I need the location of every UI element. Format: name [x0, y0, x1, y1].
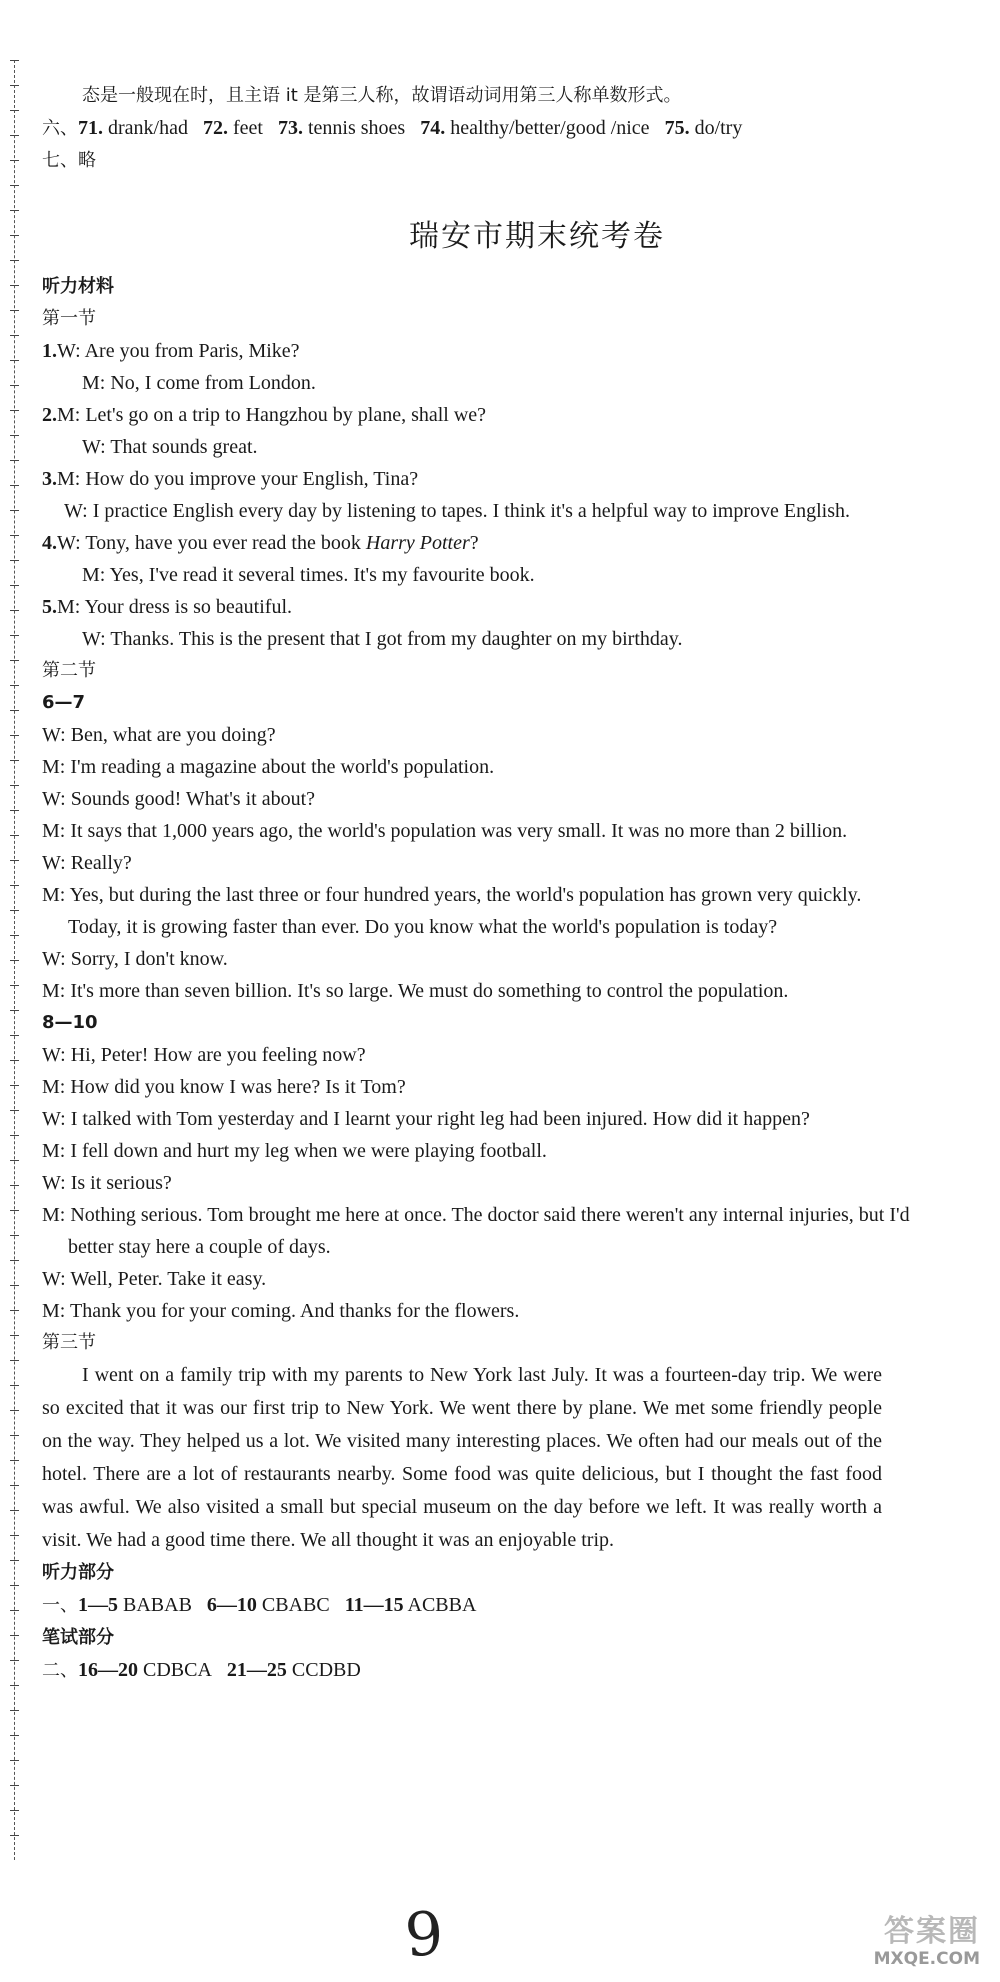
- dialog-line: M: It's more than seven billion. It's so large. We must do something to control the population.: [42, 980, 789, 1002]
- binding-tick: [10, 410, 19, 411]
- binding-tick: [10, 1560, 19, 1561]
- answer-range: 6—10: [206, 1594, 257, 1616]
- answers-prefix: 一、: [42, 1595, 78, 1616]
- binding-tick: [10, 910, 19, 911]
- binding-tick: [10, 1185, 19, 1186]
- dialog-line: W: That sounds great.: [82, 436, 258, 458]
- binding-tick: [10, 1785, 19, 1786]
- dialog-line: M: It says that 1,000 years ago, the world's population was very small. It was no more than 2 billion.: [42, 820, 848, 842]
- dialog-5: [42, 591, 962, 655]
- answer-range: 21—25: [226, 1659, 287, 1681]
- question-mark: ?: [469, 532, 479, 554]
- binding-tick: [10, 860, 19, 861]
- binding-tick: [10, 1635, 19, 1636]
- dialog-3: [42, 463, 962, 527]
- group-8-10-label: 8—10: [42, 1012, 98, 1033]
- dialog-line: W: I practice English every day by listening to tapes. I think it's a helpful way to improve English.: [64, 500, 851, 522]
- written-answers-heading: 笔试部分: [42, 1627, 114, 1648]
- listening-material-heading: 听力材料: [42, 276, 114, 297]
- binding-tick: [10, 960, 19, 961]
- binding-tick: [10, 985, 19, 986]
- binding-tick: [10, 1135, 19, 1136]
- binding-tick: [10, 285, 19, 286]
- binding-tick: [10, 135, 19, 136]
- binding-tick: [10, 1160, 19, 1161]
- dialog-line: M: Your dress is so beautiful.: [57, 596, 293, 618]
- dialog-1: [42, 335, 962, 399]
- binding-tick: [10, 510, 19, 511]
- binding-tick: [10, 1385, 19, 1386]
- binding-tick: [10, 935, 19, 936]
- answer-text: do/try: [689, 117, 743, 139]
- dialog-line: W: I talked with Tom yesterday and I learnt your right leg had been injured. How did it happen?: [42, 1108, 810, 1130]
- binding-tick: [10, 1085, 19, 1086]
- binding-tick: [10, 360, 19, 361]
- watermark-logo: 答案圈: [884, 1914, 980, 1949]
- binding-tick: [10, 60, 19, 61]
- binding-tick: [10, 810, 19, 811]
- dialog-line: W: Well, Peter. Take it easy.: [42, 1268, 267, 1290]
- binding-tick: [10, 1235, 19, 1236]
- dialog-line: W: Tony, have you ever read the book: [57, 532, 366, 554]
- binding-tick: [10, 760, 19, 761]
- dialog-line: M: How do you improve your English, Tina?: [57, 468, 419, 490]
- book-title: Harry Potter: [365, 532, 470, 554]
- answer-letters: CBABC: [256, 1594, 330, 1616]
- binding-tick: [10, 335, 19, 336]
- dialog-number: 5.: [42, 596, 57, 618]
- binding-tick: [10, 885, 19, 886]
- part-3-heading: 第三节: [42, 1332, 96, 1353]
- binding-tick: [10, 535, 19, 536]
- page-title: 瑞安市期末统考卷: [409, 219, 665, 254]
- binding-tick: [10, 1510, 19, 1511]
- binding-tick: [10, 1260, 19, 1261]
- binding-tick: [10, 1535, 19, 1536]
- answer-range: 1—5: [78, 1594, 118, 1616]
- answer-text: feet: [227, 117, 263, 139]
- listening-answers-heading: 听力部分: [42, 1562, 114, 1583]
- answer-text: healthy/better/good /nice: [445, 117, 650, 139]
- answer-letters: BABAB: [118, 1594, 192, 1616]
- binding-tick: [10, 1835, 19, 1836]
- dialog-6-7: [42, 719, 962, 1007]
- binding-tick: [10, 1210, 19, 1211]
- binding-tick: [10, 185, 19, 186]
- dialog-line: M: Thank you for your coming. And thanks for the flowers.: [42, 1300, 520, 1322]
- dialog-line: W: Hi, Peter! How are you feeling now?: [42, 1044, 366, 1066]
- binding-tick: [10, 1660, 19, 1661]
- answer-text: drank/had: [103, 117, 188, 139]
- binding-tick: [10, 710, 19, 711]
- dialog-line: M: How did you know I was here? Is it Tom?: [42, 1076, 406, 1098]
- watermark-url: MXQE.COM: [873, 1949, 980, 1969]
- dialog-line: W: Is it serious?: [42, 1172, 172, 1194]
- binding-tick: [10, 1310, 19, 1311]
- dialog-line: W: Thanks. This is the present that I got from my daughter on my birthday.: [82, 628, 683, 650]
- answer-letters: CDBCA: [138, 1659, 212, 1681]
- dialog-line: W: Really?: [42, 852, 132, 874]
- binding-tick: [10, 1760, 19, 1761]
- dialog-line: W: Sounds good! What's it about?: [42, 788, 316, 810]
- binding-tick: [10, 610, 19, 611]
- binding-tick: [10, 210, 19, 211]
- top-note: 态是一般现在时，且主语 it 是第三人称，故谓语动词用第三人称单数形式。: [82, 85, 682, 106]
- binding-tick: [10, 1060, 19, 1061]
- binding-tick: [10, 635, 19, 636]
- binding-tick: [10, 560, 19, 561]
- part-3-passage: I went on a family trip with my parents to New York last July. It was a fourteen-day trip. We were so excited that it was our first trip to New York. We went there by plane. We met some friendly people on the way. They helped us a lot. We visited many interesting places. We often had our meals out of the hotel. There are a lot of restaurants nearby. Some food was quite delicious, but I thought the fast food was awful. We also visited a small but special museum on the day before we left. It was really worth a visit. We had a good time there. We all thought it was an enjoyable trip.: [42, 1364, 882, 1551]
- answer-num: 73.: [277, 117, 303, 139]
- answer-num: 75.: [664, 117, 690, 139]
- binding-tick: [10, 735, 19, 736]
- dialog-line: M: I fell down and hurt my leg when we were playing football.: [42, 1140, 547, 1162]
- section-6-prefix: 六、: [42, 118, 78, 139]
- binding-tick: [10, 485, 19, 486]
- section-6-answers: [42, 112, 962, 145]
- binding-tick: [10, 160, 19, 161]
- dialog-line: M: Yes, but during the last three or four hundred years, the world's population has grown very quickly. Today, it is growing faster than ever. Do you know what the world's population is today?: [42, 884, 862, 938]
- binding-tick: [10, 1110, 19, 1111]
- binding-tick: [10, 1410, 19, 1411]
- answer-num: 71.: [78, 117, 103, 139]
- binding-tick: [10, 1010, 19, 1011]
- dialog-4: [42, 527, 962, 591]
- binding-tick: [10, 660, 19, 661]
- dialog-line: M: I'm reading a magazine about the world's population.: [42, 756, 495, 778]
- binding-tick: [10, 1710, 19, 1711]
- binding-tick: [10, 685, 19, 686]
- part-2-heading: 第二节: [42, 660, 96, 681]
- dialog-number: 2.: [42, 404, 57, 426]
- section-7: 七、略: [42, 150, 96, 171]
- dialog-number: 1.: [42, 340, 57, 362]
- dialog-line: M: Yes, I've read it several times. It's my favourite book.: [82, 564, 535, 586]
- listening-answers: [42, 1589, 962, 1622]
- binding-tick: [10, 385, 19, 386]
- binding-tick: [10, 460, 19, 461]
- binding-tick: [10, 1685, 19, 1686]
- answer-text: tennis shoes: [302, 117, 406, 139]
- binding-tick: [10, 110, 19, 111]
- binding-margin: [14, 60, 27, 1860]
- answer-num: 74.: [420, 117, 446, 139]
- binding-tick: [10, 1285, 19, 1286]
- binding-tick: [10, 435, 19, 436]
- answer-range: 11—15: [344, 1594, 404, 1616]
- binding-tick: [10, 785, 19, 786]
- dialog-2: [42, 399, 962, 463]
- dialog-line: M: Let's go on a trip to Hangzhou by plane, shall we?: [57, 404, 487, 426]
- binding-tick: [10, 585, 19, 586]
- dialog-line: M: Nothing serious. Tom brought me here at once. The doctor said there weren't any internal injuries, but I'd better stay here a couple of days.: [42, 1204, 910, 1258]
- binding-tick: [10, 1735, 19, 1736]
- dialog-number: 3.: [42, 468, 57, 490]
- binding-tick: [10, 1335, 19, 1336]
- watermark: [810, 1915, 980, 1975]
- binding-tick: [10, 1485, 19, 1486]
- handwritten-page-number: 9: [402, 1898, 446, 1972]
- part-1-heading: 第一节: [42, 308, 96, 329]
- answer-num: 72.: [202, 117, 228, 139]
- answer-letters: CCDBD: [286, 1659, 361, 1681]
- binding-tick: [10, 1435, 19, 1436]
- answer-page: [42, 80, 962, 1687]
- dialog-line: W: Are you from Paris, Mike?: [57, 340, 300, 362]
- written-answers: [42, 1654, 962, 1687]
- binding-tick: [10, 85, 19, 86]
- binding-tick: [10, 1460, 19, 1461]
- binding-tick: [10, 1810, 19, 1811]
- answers-prefix: 二、: [42, 1660, 78, 1681]
- dialog-line: W: Sorry, I don't know.: [42, 948, 228, 970]
- binding-tick: [10, 1360, 19, 1361]
- dialog-line: W: Ben, what are you doing?: [42, 724, 276, 746]
- answer-range: 16—20: [78, 1659, 138, 1681]
- binding-tick: [10, 835, 19, 836]
- binding-tick: [10, 1610, 19, 1611]
- dialog-8-10: [42, 1039, 962, 1327]
- answer-letters: ACBBA: [403, 1594, 477, 1616]
- binding-tick: [10, 1035, 19, 1036]
- binding-tick: [10, 1585, 19, 1586]
- binding-tick: [10, 310, 19, 311]
- group-6-7-label: 6—7: [42, 692, 86, 713]
- binding-tick: [10, 260, 19, 261]
- dialog-number: 4.: [42, 532, 57, 554]
- binding-tick: [10, 235, 19, 236]
- dialog-line: M: No, I come from London.: [82, 372, 316, 394]
